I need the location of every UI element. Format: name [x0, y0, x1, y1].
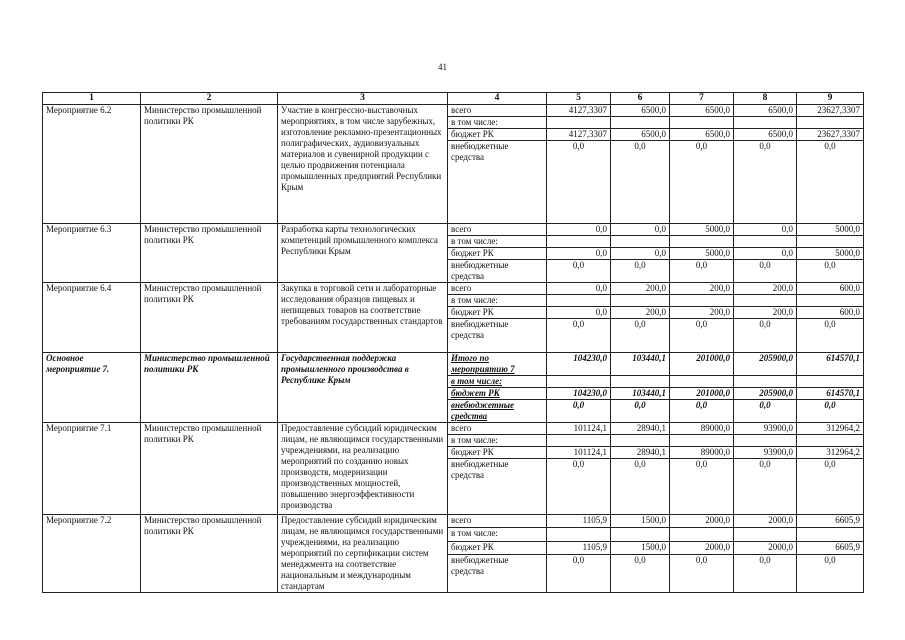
funding-label-cell: внебюджетные средства: [448, 555, 547, 593]
value-cell: 0,0: [547, 307, 611, 319]
description-cell: Участие в конгрессно-выставочных мероприятиях, в том числе зарубежных, изготовление рекламно-презентационных полиграфических, аудиовизуальных материалов и сувенирной продукции с целью продвижения потенциала промышленных предприятий Республики Крым: [278, 105, 448, 224]
description-cell: Государственная поддержка промышленного производства в Республике Крым: [278, 353, 448, 423]
value-cell: 200,0: [611, 307, 670, 319]
value-cell: 5000,0: [670, 248, 734, 260]
funding-label-cell: Итого по мероприятию 7: [448, 353, 547, 376]
event-id-cell: Мероприятие 6.2: [43, 105, 141, 224]
funding-label-cell: внебюджетные средства: [448, 260, 547, 283]
funding-label-cell: бюджет РК: [448, 248, 547, 260]
event-id-cell: Мероприятие 7.2: [43, 515, 141, 593]
value-cell: 0,0: [734, 141, 797, 224]
value-cell: 0,0: [547, 141, 611, 224]
value-cell: [797, 117, 864, 129]
value-cell: 0,0: [547, 555, 611, 593]
value-cell: 0,0: [547, 400, 611, 423]
value-cell: [670, 295, 734, 307]
value-cell: 0,0: [547, 224, 611, 236]
value-cell: 101124,1: [547, 447, 611, 459]
ministry-cell: Министерство промышленной политики РК: [141, 283, 278, 353]
value-cell: 6500,0: [670, 105, 734, 117]
value-cell: 0,0: [547, 260, 611, 283]
col-header: 4: [448, 93, 547, 105]
description-cell: Разработка карты технологических компетенций промышленного комплекса Республики Крым: [278, 224, 448, 283]
value-cell: 200,0: [734, 283, 797, 295]
value-cell: 205900,0: [734, 353, 797, 376]
funding-label-cell: в том числе:: [448, 236, 547, 248]
description-cell: Закупка в торговой сети и лабораторные исследования образцов пищевых и непищевых товаров на соответствие требованиям государственных стандартов: [278, 283, 448, 353]
value-cell: [547, 295, 611, 307]
event-id-cell: Мероприятие 6.4: [43, 283, 141, 353]
col-header: 1: [43, 93, 141, 105]
value-cell: 0,0: [734, 224, 797, 236]
col-header: 3: [278, 93, 448, 105]
value-cell: 89000,0: [670, 423, 734, 435]
funding-label-cell: всего: [448, 423, 547, 435]
value-cell: 600,0: [797, 283, 864, 295]
value-cell: 6500,0: [734, 129, 797, 141]
value-cell: 23627,3307: [797, 105, 864, 117]
value-cell: 2000,0: [670, 515, 734, 528]
value-cell: 0,0: [611, 260, 670, 283]
value-cell: 0,0: [797, 459, 864, 515]
value-cell: 0,0: [611, 248, 670, 260]
value-cell: [797, 236, 864, 248]
value-cell: [611, 117, 670, 129]
value-cell: [734, 236, 797, 248]
funding-label-cell: в том числе:: [448, 435, 547, 447]
table-row: [43, 515, 864, 528]
funding-label-cell: внебюджетные средства: [448, 459, 547, 515]
value-cell: 0,0: [797, 141, 864, 224]
value-cell: 0,0: [547, 459, 611, 515]
program-table: [42, 92, 864, 593]
value-cell: 104230,0: [547, 388, 611, 400]
value-cell: 101124,1: [547, 423, 611, 435]
value-cell: 0,0: [611, 319, 670, 353]
value-cell: 103440,1: [611, 388, 670, 400]
value-cell: [670, 376, 734, 388]
value-cell: 0,0: [797, 260, 864, 283]
value-cell: [611, 376, 670, 388]
funding-label-cell: внебюджетные средства: [448, 400, 547, 423]
col-header: 9: [797, 93, 864, 105]
value-cell: 5000,0: [797, 224, 864, 236]
value-cell: 0,0: [797, 400, 864, 423]
value-cell: 0,0: [611, 459, 670, 515]
funding-label-cell: в том числе:: [448, 376, 547, 388]
value-cell: 6500,0: [734, 105, 797, 117]
value-cell: 2000,0: [734, 515, 797, 528]
table-row: [43, 353, 864, 376]
value-cell: 4127,3307: [547, 129, 611, 141]
col-header: 6: [611, 93, 670, 105]
value-cell: 201000,0: [670, 388, 734, 400]
value-cell: [734, 376, 797, 388]
funding-label-cell: всего: [448, 224, 547, 236]
value-cell: [611, 295, 670, 307]
value-cell: 600,0: [797, 307, 864, 319]
value-cell: 28940,1: [611, 423, 670, 435]
value-cell: 200,0: [670, 283, 734, 295]
value-cell: 0,0: [547, 283, 611, 295]
funding-label-cell: всего: [448, 105, 547, 117]
value-cell: 2000,0: [670, 541, 734, 554]
table-row: [43, 224, 864, 236]
value-cell: 6500,0: [611, 129, 670, 141]
value-cell: 0,0: [670, 260, 734, 283]
value-cell: 0,0: [734, 248, 797, 260]
value-cell: 104230,0: [547, 353, 611, 376]
funding-label-cell: внебюджетные средства: [448, 141, 547, 224]
value-cell: 1105,9: [547, 515, 611, 528]
value-cell: 5000,0: [797, 248, 864, 260]
value-cell: [734, 117, 797, 129]
funding-label-cell: бюджет РК: [448, 541, 547, 554]
value-cell: [797, 376, 864, 388]
value-cell: 1500,0: [611, 541, 670, 554]
value-cell: [547, 435, 611, 447]
value-cell: 0,0: [734, 459, 797, 515]
value-cell: 5000,0: [670, 224, 734, 236]
col-header: 5: [547, 93, 611, 105]
value-cell: 4127,3307: [547, 105, 611, 117]
value-cell: 0,0: [734, 400, 797, 423]
value-cell: 89000,0: [670, 447, 734, 459]
value-cell: 6605,9: [797, 515, 864, 528]
funding-label-cell: бюджет РК: [448, 129, 547, 141]
value-cell: 6605,9: [797, 541, 864, 554]
value-cell: 103440,1: [611, 353, 670, 376]
event-id-cell: Мероприятие 7.1: [43, 423, 141, 515]
funding-label-cell: бюджет РК: [448, 388, 547, 400]
value-cell: 312964,2: [797, 447, 864, 459]
value-cell: [734, 435, 797, 447]
value-cell: 0,0: [797, 319, 864, 353]
value-cell: 6500,0: [670, 129, 734, 141]
ministry-cell: Министерство промышленной политики РК: [141, 423, 278, 515]
ministry-cell: Министерство промышленной политики РК: [141, 105, 278, 224]
value-cell: 93900,0: [734, 447, 797, 459]
value-cell: 201000,0: [670, 353, 734, 376]
value-cell: 0,0: [670, 141, 734, 224]
ministry-cell: Министерство промышленной политики РК: [141, 353, 278, 423]
page-number: 41: [438, 62, 447, 72]
value-cell: 28940,1: [611, 447, 670, 459]
value-cell: [547, 376, 611, 388]
value-cell: 614570,1: [797, 353, 864, 376]
funding-label-cell: всего: [448, 515, 547, 528]
column-header-row: [43, 93, 864, 105]
value-cell: 0,0: [670, 319, 734, 353]
value-cell: 0,0: [547, 319, 611, 353]
value-cell: [797, 435, 864, 447]
value-cell: 0,0: [611, 141, 670, 224]
value-cell: 0,0: [734, 555, 797, 593]
value-cell: 0,0: [611, 400, 670, 423]
table-row: [43, 423, 864, 435]
value-cell: 200,0: [611, 283, 670, 295]
value-cell: 23627,3307: [797, 129, 864, 141]
value-cell: 0,0: [734, 319, 797, 353]
value-cell: 205900,0: [734, 388, 797, 400]
value-cell: 2000,0: [734, 541, 797, 554]
value-cell: [797, 528, 864, 541]
value-cell: [547, 117, 611, 129]
value-cell: 200,0: [734, 307, 797, 319]
value-cell: [734, 295, 797, 307]
value-cell: 312964,2: [797, 423, 864, 435]
value-cell: [611, 236, 670, 248]
description-cell: Предоставление субсидий юридическим лицам, не являющимся государственными учреждениями, на реализацию мероприятий по сертификации систем менеджмента на соответствие национальным и международным стандартам: [278, 515, 448, 593]
value-cell: 1500,0: [611, 515, 670, 528]
value-cell: 1105,9: [547, 541, 611, 554]
ministry-cell: Министерство промышленной политики РК: [141, 515, 278, 593]
col-header: 7: [670, 93, 734, 105]
funding-label-cell: бюджет РК: [448, 447, 547, 459]
value-cell: [670, 435, 734, 447]
funding-label-cell: всего: [448, 283, 547, 295]
value-cell: 6500,0: [611, 105, 670, 117]
value-cell: 0,0: [611, 555, 670, 593]
value-cell: 614570,1: [797, 388, 864, 400]
value-cell: 200,0: [670, 307, 734, 319]
value-cell: 0,0: [547, 248, 611, 260]
col-header: 8: [734, 93, 797, 105]
value-cell: [670, 117, 734, 129]
value-cell: [734, 528, 797, 541]
funding-label-cell: в том числе:: [448, 117, 547, 129]
ministry-cell: Министерство промышленной политики РК: [141, 224, 278, 283]
value-cell: [797, 295, 864, 307]
value-cell: [547, 236, 611, 248]
value-cell: 0,0: [734, 260, 797, 283]
description-cell: Предоставление субсидий юридическим лицам, не являющимся государственными учреждениями, на реализацию мероприятий по созданию новых производств, модернизации производственных мощностей, повышению энергоэффективности производства: [278, 423, 448, 515]
value-cell: [670, 236, 734, 248]
funding-label-cell: в том числе:: [448, 295, 547, 307]
table-row: [43, 283, 864, 295]
value-cell: [547, 528, 611, 541]
value-cell: 0,0: [797, 555, 864, 593]
value-cell: [611, 528, 670, 541]
value-cell: 0,0: [670, 555, 734, 593]
table-row: [43, 105, 864, 117]
value-cell: 0,0: [670, 459, 734, 515]
value-cell: [670, 528, 734, 541]
funding-label-cell: бюджет РК: [448, 307, 547, 319]
event-id-cell: Мероприятие 6.3: [43, 224, 141, 283]
value-cell: 0,0: [670, 400, 734, 423]
funding-label-cell: внебюджетные средства: [448, 319, 547, 353]
value-cell: 93900,0: [734, 423, 797, 435]
funding-label-cell: в том числе:: [448, 528, 547, 541]
event-id-cell: Основное мероприятие 7.: [43, 353, 141, 423]
value-cell: [611, 435, 670, 447]
value-cell: 0,0: [611, 224, 670, 236]
col-header: 2: [141, 93, 278, 105]
